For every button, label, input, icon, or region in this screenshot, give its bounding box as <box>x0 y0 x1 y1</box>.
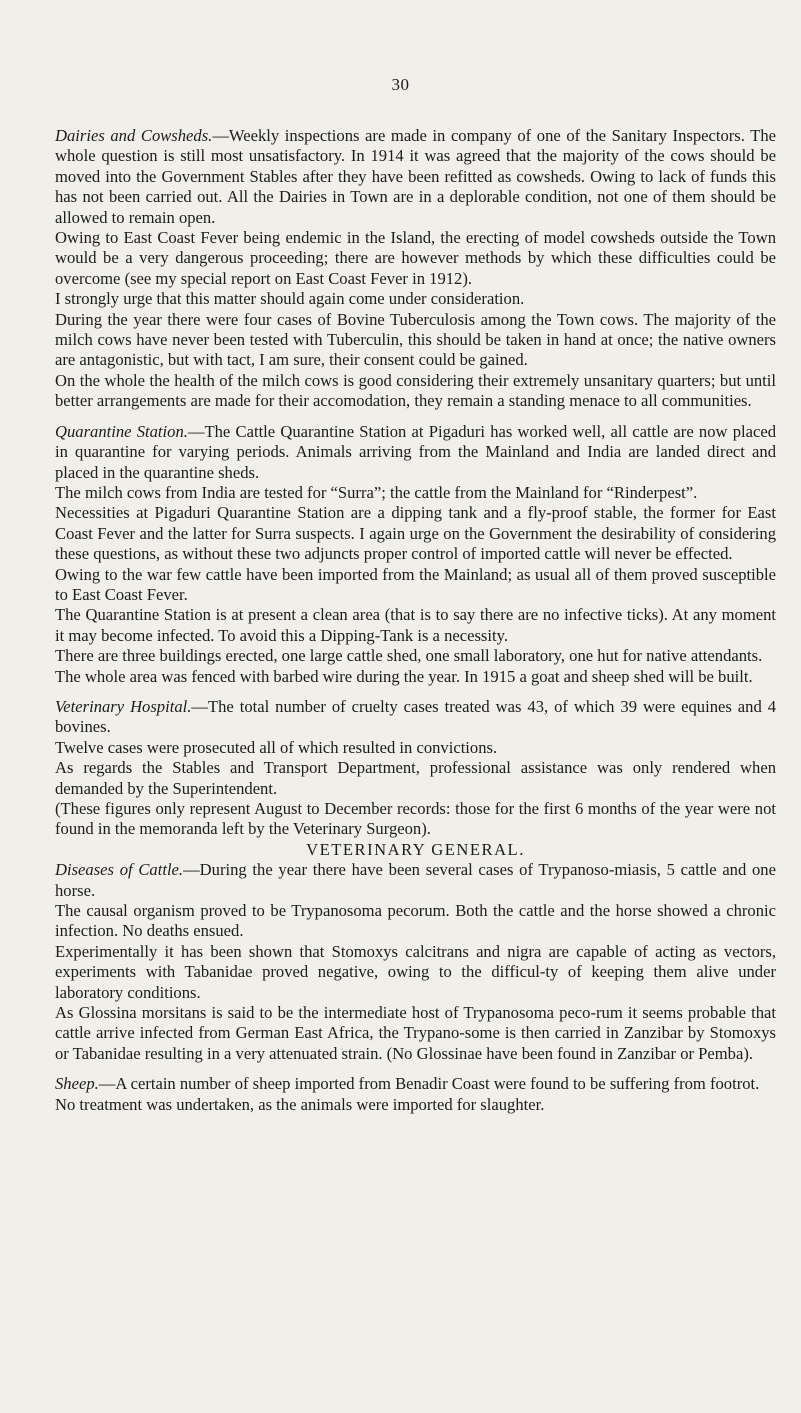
hospital-paragraph-2: Twelve cases were prosecuted all of which resulted in convictions. <box>55 737 498 757</box>
quarantine-paragraph-4: Owing to the war few cattle have been imported from the Mainland; as usual all of them proved susceptible to East Coast Fever. <box>55 564 776 604</box>
section-title-veterinary-general: VETERINARY GENERAL. <box>306 839 525 859</box>
diseases-paragraph-4: As Glossina morsitans is said to be the intermediate host of Trypanosoma peco-rum it seems probable that cattle arrive infected from German East Africa, the Trypano-some is then carried in Zanzibar by Stomoxys or Tabanidae resulting in a very attenuated strain. (No Glossinae have been found in Zanzibar or Pemba). <box>55 1003 776 1063</box>
diseases-paragraph-3: Experimentally it has been shown that Stomoxys calcitrans and nigra are capable of acting as vectors, experiments with Tabanidae proved negative, owing to the difficul-ty of keeping them alive under laboratory conditions. <box>55 941 776 1002</box>
hospital-paragraph-3: As regards the Stables and Transport Department, professional assistance was only rendered when demanded by the Superintendent. <box>55 758 776 798</box>
dairies-paragraph-3: I strongly urge that this matter should again come under consideration. <box>55 289 525 309</box>
quarantine-paragraph-1 <box>55 422 776 483</box>
diseases-paragraph-1 <box>55 860 776 901</box>
section-heading-hospital: Veterinary Hospital. <box>55 696 192 716</box>
diseases-text-1: —During the year there have been several cases of Trypanoso-miasis, 5 cattle and one horse. <box>55 860 776 900</box>
dairies-text-1: —Weekly inspections are made in company of one of the Sanitary Inspectors. The whole question is still most unsatisfactory. In 1914 it was agreed that the majority of the cows should be moved into the Government Stables after they have been refitted as cowsheds. Owing to lack of funds this has not been carried out. All the Dairies in Town are in a deplorable condition, not one of them should be allowed to remain open. <box>55 126 776 227</box>
sheep-text-1: —A certain number of sheep imported from Benadir Coast were found to be suffering from footrot. <box>98 1074 760 1094</box>
sheep-paragraph-2: No treatment was undertaken, as the animals were imported for slaughter. <box>55 1094 545 1114</box>
quarantine-paragraph-3: Necessities at Pigaduri Quarantine Station are a dipping tank and a fly-proof stable, the former for East Coast Fever and the latter for Surra suspects. I again urge on the Government the desirability of considering these questions, as without these two adjuncts proper control of imported cattle will never be effected. <box>55 503 776 564</box>
section-heading-quarantine: Quarantine Station. <box>55 421 188 441</box>
page-body <box>55 126 776 1115</box>
dairies-paragraph-1 <box>55 126 776 228</box>
dairies-paragraph-5: On the whole the health of the milch cows is good considering their extremely unsanitary quarters; but until better arrangements are made for their accomodation, they remain a standing menace to all communities. <box>55 370 776 411</box>
section-heading-sheep: Sheep. <box>55 1074 99 1094</box>
diseases-paragraph-2: The causal organism proved to be Trypanosoma pecorum. Both the cattle and the horse showed a chronic infection. No deaths ensued. <box>55 901 776 941</box>
section-gap <box>55 687 776 697</box>
quarantine-paragraph-5: The Quarantine Station is at present a clean area (that is to say there are no infective ticks). At any moment it may become infected. To avoid this a Dipping-Tank is a necessity. <box>55 605 776 645</box>
sheep-paragraph-1 <box>55 1074 776 1094</box>
section-heading-diseases: Diseases of Cattle. <box>55 860 184 880</box>
dairies-paragraph-2: Owing to East Coast Fever being endemic in the Island, the erecting of model cowsheds outside the Town would be a very dangerous proceeding; there are however methods by which these difficulties could be overcome (see my special report on East Coast Fever in 1912). <box>55 228 776 288</box>
section-gap <box>55 1064 776 1074</box>
quarantine-text-1: —The Cattle Quarantine Station at Pigaduri has worked well, all cattle are now placed in quarantine for varying periods. Animals arriving from the Mainland and India are landed direct and placed in the quarantine sheds. <box>55 421 777 482</box>
dairies-paragraph-4: During the year there were four cases of Bovine Tuberculosis among the Town cows. The majority of the milch cows have never been tested with Tuberculin, this should be taken in hand at once; the native owners are antagonistic, but with tact, I am sure, their consent could be gained. <box>55 309 776 370</box>
section-heading-dairies: Dairies and Cowsheds. <box>55 126 213 145</box>
hospital-text-1: —The total number of cruelty cases treated was 43, of which 39 were equines and 4 bovines. <box>55 696 776 737</box>
page-number: 30 <box>391 75 410 94</box>
quarantine-paragraph-2: The milch cows from India are tested for “Surra”; the cattle from the Mainland for “Rinderpest”. <box>55 482 698 502</box>
section-gap <box>55 412 776 422</box>
quarantine-paragraph-7: The whole area was fenced with barbed wire during the year. In 1915 a goat and sheep shed will be built. <box>55 666 753 686</box>
quarantine-paragraph-6: There are three buildings erected, one large cattle shed, one small laboratory, one hut for native attendants. <box>55 646 763 666</box>
hospital-paragraph-4: (These figures only represent August to December records: those for the first 6 months of the year were not found in the memoranda left by the Veterinary Surgeon). <box>55 799 776 839</box>
hospital-paragraph-1 <box>55 697 776 738</box>
